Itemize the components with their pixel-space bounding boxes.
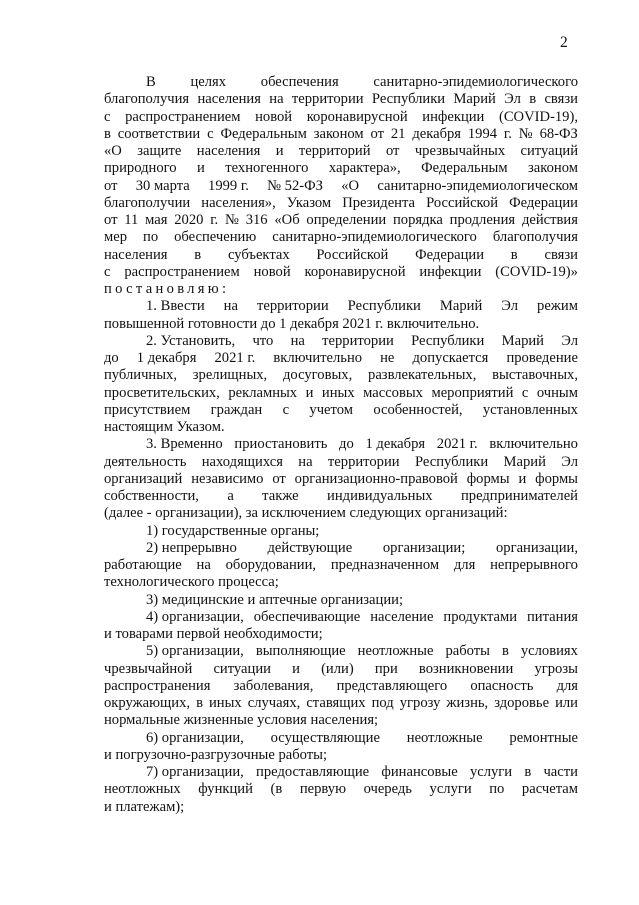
line-text: и платежам); [104,798,185,815]
word: Президента [342,194,416,211]
text-line [104,730,578,747]
word: ситуации [213,660,271,677]
line-text: (далее - организации), за исключением следующих организаций: [104,505,508,522]
word: оборудовании, [225,557,317,573]
word: допускается [412,350,489,366]
word: и [292,660,300,677]
word: мер [104,229,128,246]
word: до [339,436,354,453]
line-text: 3) медицинские и аптечные организации; [146,591,404,608]
word: «О [104,143,122,159]
word: 6) организации, [146,729,244,746]
word: распространения [104,677,211,694]
text-line [104,574,578,591]
word: техногенного [225,160,309,177]
word: 2. Установить, [146,332,236,349]
word: санитарно-эпидемиологического [272,229,477,246]
word: «Об [274,212,300,228]
word: новой [253,263,291,280]
word: под [371,695,394,711]
word: 68-ФЗ [539,125,578,142]
text-line [104,281,578,298]
word: и [305,384,314,401]
word: Федерации [415,246,485,263]
word: проведение [506,350,578,366]
text-line [104,74,578,91]
word: мероприятий [431,384,514,401]
word: (в [270,781,283,798]
text-line [104,264,578,281]
word: непрерывного [490,557,578,573]
word: Республики [371,91,446,108]
word: Эл [501,298,519,315]
word: Марий [501,332,544,349]
word: приостановить [234,436,328,453]
word: обеспечению [174,229,257,246]
word: присутствием [104,401,191,418]
text-line [104,178,578,195]
word: Эл [504,91,521,108]
word: декабря [412,125,462,142]
word: а [227,488,234,504]
word: 11 [124,212,139,228]
word: 316 [245,212,268,228]
word: зрелищных, [192,367,268,384]
word: формы [466,470,510,487]
word: опасность [470,677,534,694]
word: определении [306,212,387,228]
word: благополучия [104,91,190,108]
word: распространением [124,263,240,280]
word: Марий [439,298,483,315]
word: г. [210,212,219,228]
word: законом [528,160,578,177]
word: организации, [495,539,578,556]
word: соответствии [117,125,201,142]
text-line [104,143,578,160]
text-line [104,402,578,419]
word: возникновении [418,660,514,677]
word: в [501,643,509,660]
word: на [269,91,284,108]
word: 1999 г. [208,177,249,194]
word: В [146,74,156,90]
text-line [104,695,578,712]
word: от [272,470,286,487]
word: мая [145,212,168,228]
word: не [380,350,395,366]
word: Федерации [509,194,578,211]
text-line [104,160,578,177]
word: населения», [201,194,276,211]
text-line [104,712,578,729]
text-line [104,454,578,471]
text-line [104,436,578,453]
line-text: нормальные жизненные условия населения; [104,712,379,729]
word: г. [503,125,512,142]
word: № [518,125,533,142]
word: до [104,350,119,366]
word: Федеральным [421,160,508,177]
text-line [104,350,578,367]
word: в [529,91,537,108]
word: досуговых, [283,367,353,384]
word: угрозу [399,695,441,711]
word: 4) организации, [146,608,244,625]
word: целях [190,74,227,90]
text-line [104,523,578,540]
word: от [104,212,118,228]
word: включительно [489,436,578,453]
word: здоровье [494,695,550,711]
word: работающие [104,557,182,573]
word: 1994 [467,125,498,142]
word: 21 [390,125,406,142]
word: от [104,177,118,194]
word: 7) организации, [146,764,244,780]
word: неотложных [104,781,181,798]
word: ремонтные [509,729,578,746]
word: для [556,677,578,694]
text-line [104,471,578,488]
text-line [104,488,578,505]
word: на [196,557,211,573]
word: с [104,108,111,125]
text-line [104,333,578,350]
word: при [374,660,398,677]
word: благополучии [104,194,191,211]
word: заболевания, [233,677,314,694]
word: Российской [316,246,389,263]
word: на [290,332,305,349]
word: независимо [191,470,264,487]
text-line [104,609,578,626]
word: 1 декабря [136,350,197,366]
word: публичных, [104,367,177,384]
word: по [489,781,505,798]
word: № 52-ФЗ [267,177,323,194]
word: субъектах [227,246,290,263]
word: населения [196,143,261,159]
text-line [104,781,578,798]
word: (COVID-19)» [495,263,578,280]
text-line [104,367,578,384]
word: предпринимателей [460,488,578,504]
word: Федеральным [220,125,307,142]
word: работы [445,643,490,660]
word: территории [291,91,364,108]
word: (или) [321,660,354,677]
word: установленных [482,401,578,418]
text-line [104,229,578,246]
text-line [104,626,578,643]
word: 2) непрерывно [146,539,237,556]
word: расчетам [521,781,578,798]
line-text: повышенной готовности до 1 декабря 2021 г. включительно. [104,315,480,332]
word: особенностей, [373,401,463,418]
word: 2021 г. [214,350,256,366]
word: территории [327,453,400,470]
text-line [104,195,578,212]
line-text: настоящим Указом. [104,419,225,435]
word: жизнь, [446,695,489,711]
word: с [207,125,214,142]
word: 2021 г. [436,436,478,453]
word: № [224,212,239,228]
word: продления [449,212,516,228]
text-line [104,247,578,264]
word: в [104,125,111,142]
line-text: и погрузочно-разгрузочные работы; [104,746,328,763]
word: очным [536,384,578,401]
text-line [104,385,578,402]
word: обеспечивающие [253,608,361,625]
text-line [104,557,578,574]
word: иных [209,695,242,711]
word: ситуаций [520,143,578,159]
word: население [370,608,434,625]
word: порядка [392,212,443,228]
text-line [104,540,578,557]
word: находящихся [201,453,283,470]
word: продуктами [443,608,518,625]
word: иных [321,384,355,401]
word: неотложные [406,729,483,746]
word: включительно [273,350,363,366]
word: представляющего [336,677,448,694]
word: благополучия [492,229,578,246]
word: от [370,125,385,142]
line-text: технологического процесса; [104,574,279,591]
word: на [223,298,238,315]
word: чрезвычайной [104,660,193,677]
word: в [524,764,532,780]
word: действующие [267,539,353,556]
word: территорий [298,143,371,159]
word: Эл [561,332,578,349]
word: населения [104,246,168,263]
word: защите [137,143,182,159]
word: действия [521,212,578,228]
line-text: и товарами первой необходимости; [104,626,323,642]
word: 30 марта [135,177,190,194]
word: по [143,229,159,246]
word: для [453,557,476,573]
document-body [104,74,578,816]
word: с [521,384,529,401]
word: и [275,143,284,159]
word: просветительских, [104,384,220,401]
text-line [104,419,578,436]
word: от [385,143,400,159]
text-line [104,316,578,333]
word: населения [197,91,261,108]
word: 1. Ввести [146,298,205,315]
word: (COVID-19), [498,108,578,125]
word: деятельность [104,453,187,470]
word: рекламных [228,384,298,401]
word: законом [313,125,364,142]
word: Республики [414,453,489,470]
word: части [543,764,578,780]
word: и [518,470,527,487]
word: связи [544,91,578,108]
word: обеспечения [260,74,339,90]
word: что [252,332,274,349]
text-line [104,109,578,126]
word: выставочных, [492,367,578,384]
word: массовых [363,384,423,401]
word: граждан [210,401,263,418]
word: новой [255,108,293,125]
word: финансовые [381,764,458,780]
word: санитарно-эпидемиологического [373,74,578,90]
word: окружающих, [104,695,191,711]
word: Республики [347,298,421,315]
word: в [196,695,203,711]
word: 3. Временно [146,436,223,453]
text-line [104,678,578,695]
word: Эл [561,453,578,470]
word: Российской [426,194,498,211]
text-line [104,126,578,143]
word: ставящих [306,695,366,711]
text-line [104,643,578,660]
page-number: 2 [560,34,568,51]
resolution-keyword: постановляю: [104,281,230,297]
word: услуги [429,781,472,798]
word: 1 декабря [365,436,426,453]
word: на [298,453,313,470]
word: очередь [363,781,412,798]
word: услуги [469,764,513,780]
word: инфекции [419,263,482,280]
word: чрезвычайных [414,143,506,159]
text-line [104,764,578,781]
word: случаях, [247,695,301,711]
word: коронавирусной [304,263,406,280]
text-line [104,661,578,678]
word: условиях [520,643,578,660]
word: организационно-правовой [294,470,458,487]
word: инфекции [422,108,485,125]
word: 5) организации, [146,643,244,660]
word: учетом [309,401,353,418]
word: формы [535,470,578,487]
word: в [194,246,202,263]
word: коронавирусной [306,108,408,125]
word: питания [527,608,578,625]
word: Марий [503,453,546,470]
word: характера», [328,160,401,177]
word: с [282,401,290,418]
word: связи [544,246,578,263]
word: 2020 [174,212,204,228]
word: с [104,263,111,280]
word: выполняющие [255,643,346,660]
word: Марий [453,91,496,108]
text-line [104,505,578,522]
word: собственности, [104,488,199,504]
word: организации; [382,539,466,556]
word: также [262,488,299,504]
word: угрозы [534,660,578,677]
text-line [104,592,578,609]
word: и [196,160,205,177]
word: или [555,695,578,711]
word: Указом [286,194,332,211]
word: предоставляющие [256,764,370,780]
text-line [104,799,578,816]
word: территории [322,332,394,349]
word: природного [104,160,177,177]
word: «О [341,177,360,194]
word: развлекательных, [368,367,477,384]
word: индивидуальных [327,488,433,504]
word: первую [299,781,346,798]
word: организаций [104,470,183,487]
word: Республики [411,332,485,349]
word: функций [198,781,253,798]
word: режим [537,298,578,315]
word: предназначенном [330,557,440,573]
word: в [510,246,518,263]
word: санитарно-эпидемиологическом [377,177,578,194]
word: распространением [125,108,241,125]
word: территории [256,298,329,315]
text-line [104,212,578,229]
word: неотложные [357,643,434,660]
text-line [104,747,578,764]
text-line [104,298,578,315]
text-line [104,91,578,108]
word: осуществляющие [270,729,380,746]
line-text: 1) государственные органы; [146,522,320,539]
